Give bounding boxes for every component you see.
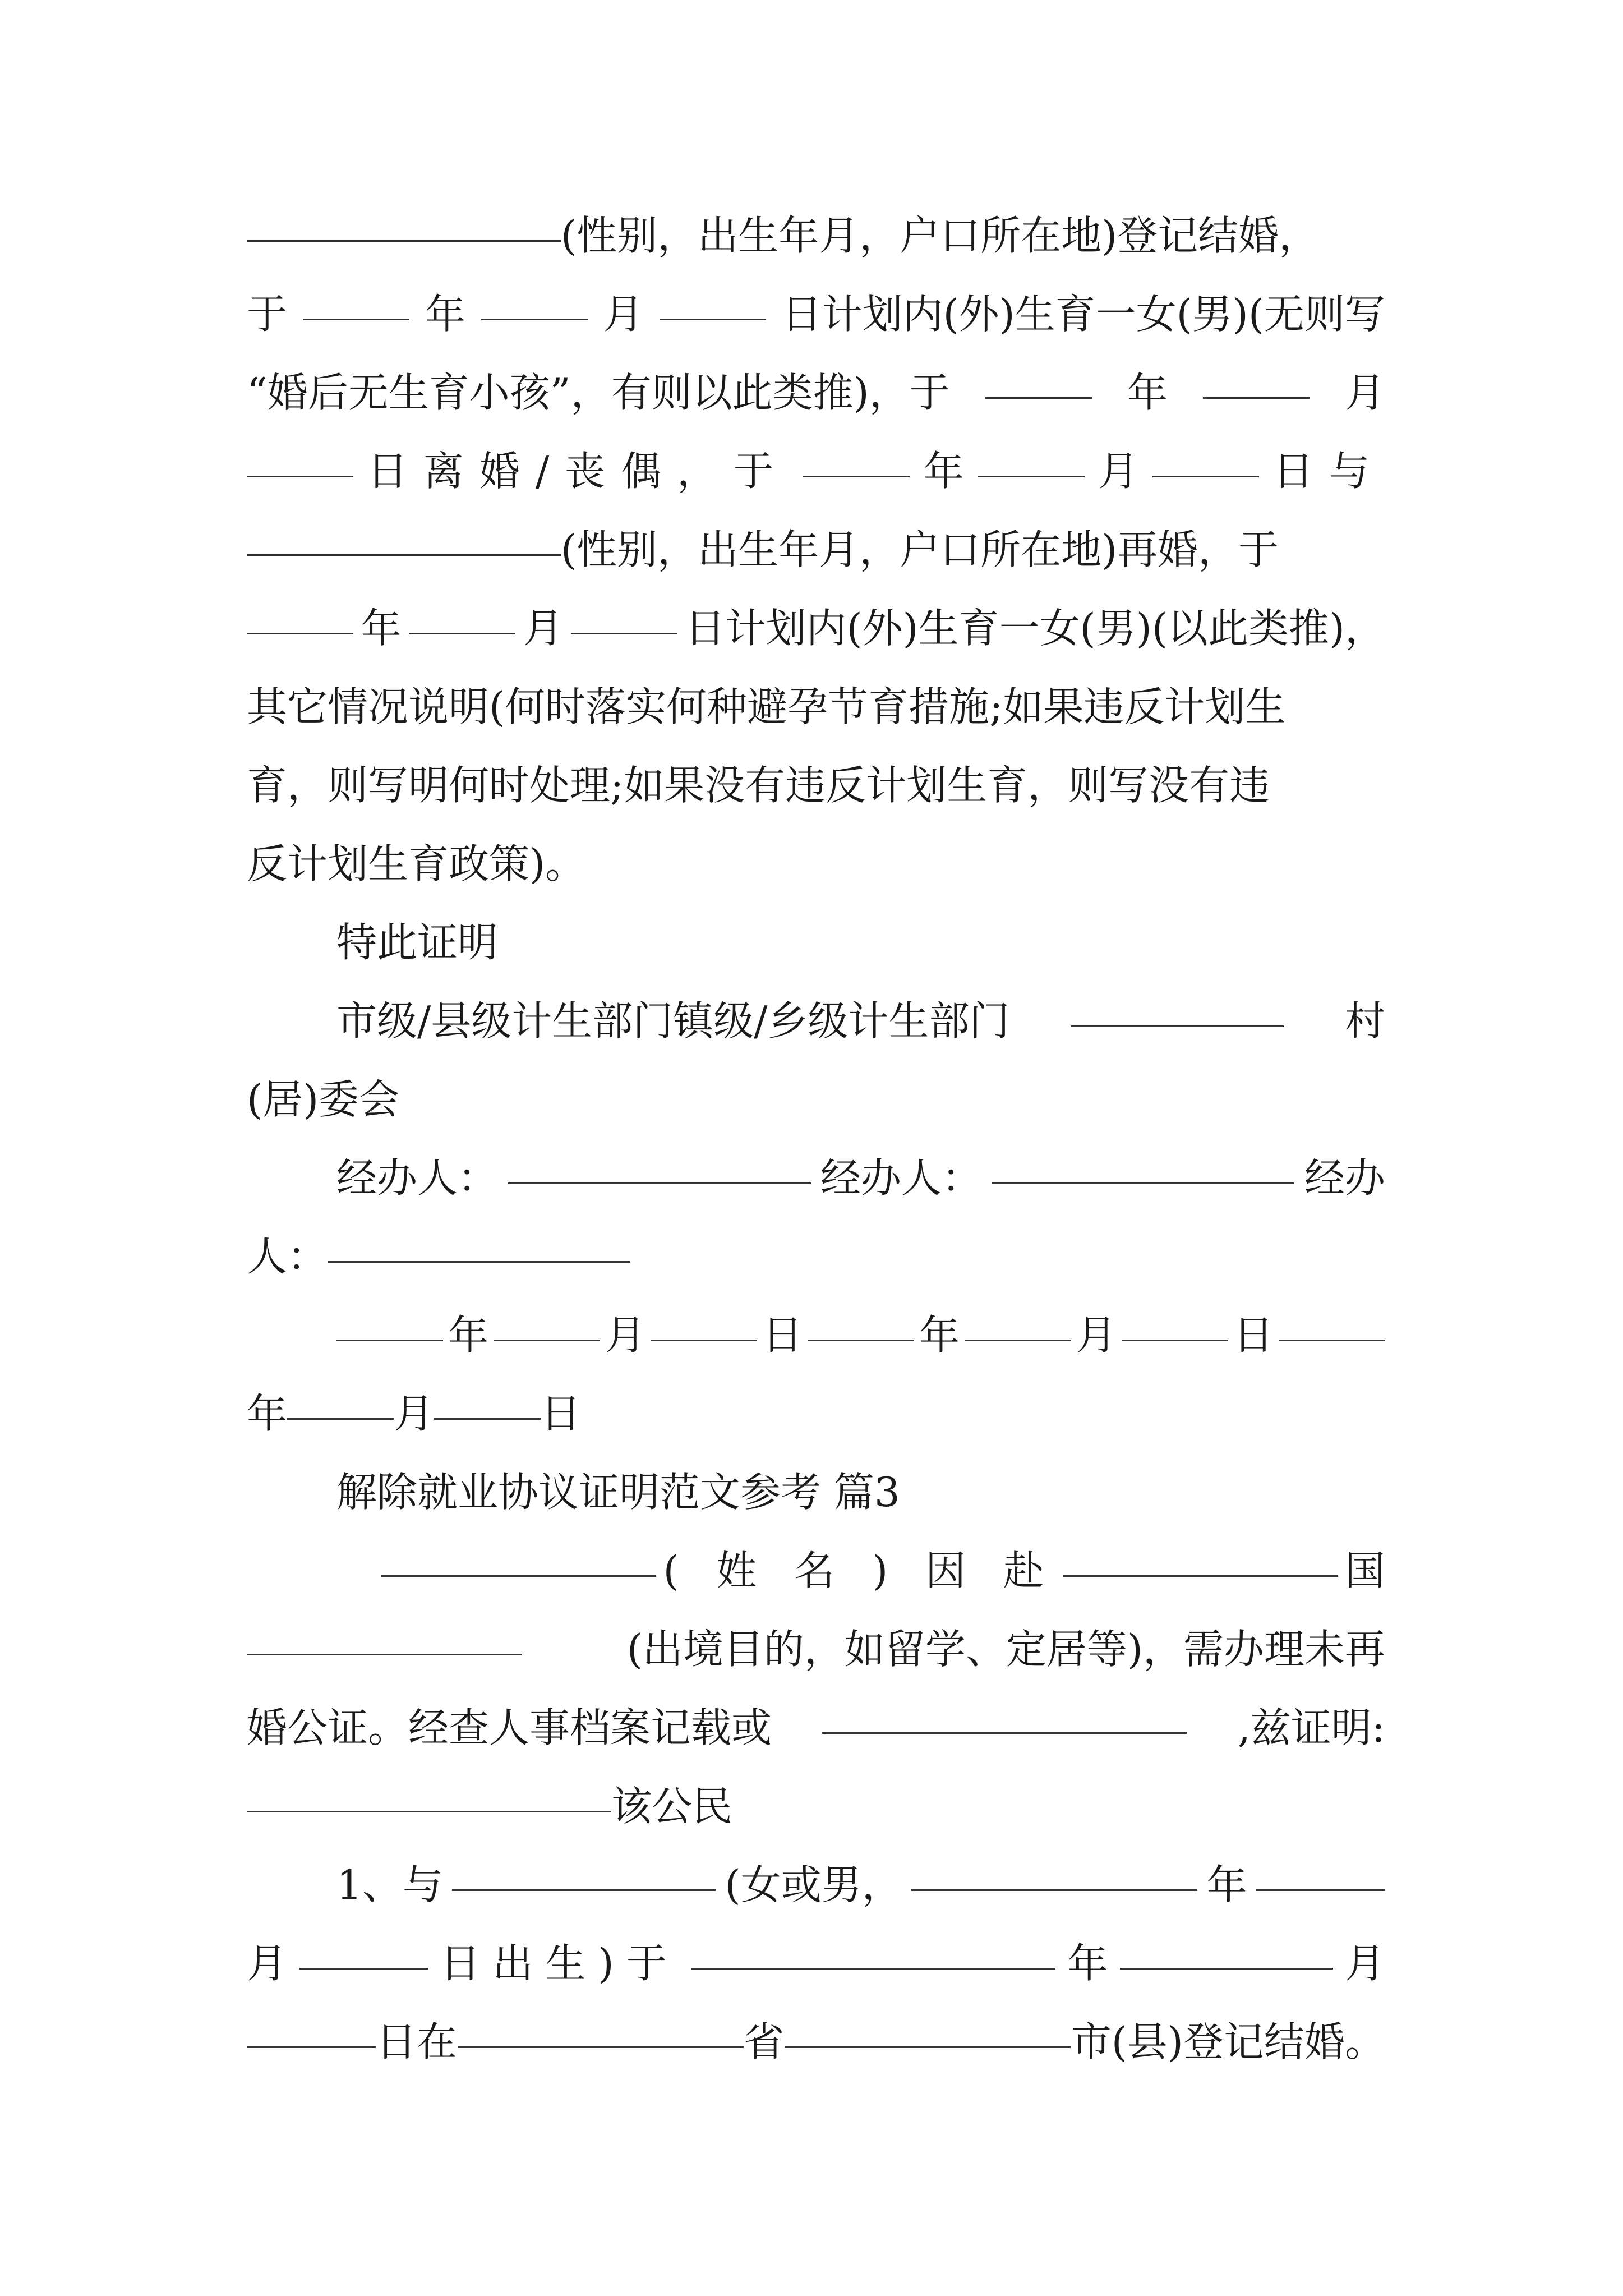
fill-blank [1071, 1025, 1284, 1027]
text-run: 其它情况说明(何时落实何种避孕节育措施;如果违反计划生 [247, 683, 1286, 730]
fill-blank [494, 1340, 600, 1341]
fill-blank [409, 633, 515, 634]
paragraph-line [247, 2005, 1385, 2078]
text-run: 年 [247, 1390, 288, 1437]
text-run: 国 [1344, 1547, 1385, 1594]
fill-blank [785, 2046, 1071, 2048]
fill-blank [247, 554, 561, 556]
paragraph-line [247, 1613, 1385, 1686]
paragraph-line [247, 513, 1385, 586]
paragraph-line [247, 278, 1385, 351]
fill-blank [1203, 397, 1310, 399]
paragraph-line [247, 1377, 1385, 1450]
fill-blank [328, 1261, 630, 1263]
fill-blank [508, 1182, 811, 1184]
text-run: 日计划内(外)生育一女(男)(无则写 [781, 291, 1385, 338]
fill-blank [247, 1811, 611, 1812]
text-run: 日 [1233, 1312, 1274, 1359]
fill-blank [822, 1732, 1187, 1734]
paragraph-line [247, 1770, 1385, 1843]
paragraph-line [336, 1848, 1385, 1921]
text-run: ( 姓 名 ) 因 赴 [663, 1547, 1057, 1594]
fill-blank [691, 1968, 1055, 1970]
text-run: 经办人： [336, 1154, 499, 1202]
text-run: 该公民 [611, 1783, 733, 1830]
text-run: ,兹证明: [1237, 1704, 1385, 1751]
paragraph-line [336, 984, 1385, 1057]
fill-blank [481, 319, 588, 320]
text-run: 月 [603, 291, 644, 338]
paragraph-line [247, 1063, 1385, 1136]
fill-blank [1063, 1575, 1338, 1577]
text-run: 经办人： [820, 1154, 982, 1202]
paragraph-line [247, 1927, 1385, 2000]
fill-blank [803, 476, 910, 477]
paragraph-line [247, 1220, 1385, 1293]
text-run: 月 [1344, 369, 1385, 416]
text-run: 反计划生育政策)。 [247, 840, 586, 887]
fill-blank [1279, 1340, 1385, 1341]
fill-blank [808, 1340, 914, 1341]
text-run: 省 [744, 2018, 785, 2065]
text-run: 解除就业协议证明范文参考 篇3 [336, 1469, 900, 1516]
fill-blank [452, 1889, 716, 1891]
text-run: 年 [1067, 1940, 1108, 1987]
fill-blank [651, 1340, 757, 1341]
text-run: (居)委会 [247, 1076, 400, 1123]
text-run: 年 [919, 1312, 960, 1359]
text-run: 1、与 [336, 1861, 443, 1908]
text-run: 月 [605, 1312, 645, 1359]
text-run: (性别，出生年月，户口所在地)登记结婚， [561, 212, 1320, 259]
fill-blank [247, 240, 561, 242]
text-run: 月 [523, 605, 564, 652]
fill-blank [247, 1654, 522, 1655]
fill-blank [660, 319, 766, 320]
paragraph-line [336, 1142, 1385, 1214]
text-run: 日出生)于 [440, 1940, 679, 1987]
text-run: 年 [1206, 1861, 1247, 1908]
paragraph-line [247, 670, 1385, 743]
fill-blank [247, 476, 353, 477]
fill-blank [985, 397, 1092, 399]
paragraph-line [336, 906, 1385, 979]
text-run: 育，则写明何时处理;如果没有违反计划生育，则写没有违 [247, 762, 1270, 809]
text-run: 市级/县级计生部门镇级/乡级计生部门 [336, 997, 1010, 1045]
fill-blank [978, 476, 1085, 477]
fill-blank [247, 2046, 376, 2048]
fill-blank [1122, 1340, 1228, 1341]
text-run: 日计划内(外)生育一女(男)(以此类推)， [685, 605, 1385, 652]
paragraph-line [381, 1534, 1385, 1607]
fill-blank [336, 1340, 443, 1341]
text-run: 月 [1076, 1312, 1117, 1359]
paragraph-line [247, 435, 1385, 508]
text-run: 村 [1344, 997, 1385, 1045]
text-run: 特此证明 [336, 919, 499, 966]
text-run: 月 [1098, 448, 1139, 495]
paragraph-line [247, 749, 1385, 822]
section-heading [336, 1456, 1385, 1529]
text-run: 日在 [376, 2018, 457, 2065]
text-run: 年 [448, 1312, 488, 1359]
fill-blank [911, 1889, 1197, 1891]
text-run: 日 [541, 1390, 582, 1437]
text-run: 经办 [1304, 1154, 1385, 1202]
text-run: 日与 [1272, 448, 1385, 495]
text-run: “婚后无生育小孩”，有则以此类推)，于 [247, 369, 950, 416]
text-run: 月 [394, 1390, 435, 1437]
text-run: 月 [1344, 1940, 1385, 1987]
paragraph-line [247, 356, 1385, 429]
fill-blank [571, 633, 677, 634]
text-run: 月 [247, 1940, 288, 1987]
fill-blank [1152, 476, 1259, 477]
fill-blank [965, 1340, 1071, 1341]
fill-blank [1120, 1968, 1333, 1970]
paragraph-line [247, 592, 1385, 665]
text-run: 年 [425, 291, 465, 338]
fill-blank [434, 1418, 541, 1420]
fill-blank [247, 633, 353, 634]
paragraph-line [247, 1691, 1385, 1764]
text-run: 日离婚/丧偶，于 [367, 448, 790, 495]
paragraph-line [247, 199, 1385, 272]
text-run: 年 [923, 448, 964, 495]
text-run: 年 [1127, 369, 1168, 416]
paragraph-line [247, 827, 1385, 900]
text-run: 日 [762, 1312, 803, 1359]
fill-blank [458, 2046, 744, 2048]
text-run: 年 [361, 605, 402, 652]
text-run: 婚公证。经查人事档案记载或 [247, 1704, 772, 1751]
fill-blank [381, 1575, 656, 1577]
fill-blank [1256, 1889, 1385, 1891]
paragraph-line [336, 1299, 1385, 1372]
text-run: 市(县)登记结婚。 [1071, 2018, 1385, 2065]
text-run: (出境目的，如留学、定居等)，需办理未再 [626, 1626, 1385, 1673]
fill-blank [992, 1182, 1294, 1184]
text-run: 于 [247, 291, 288, 338]
fill-blank [299, 1968, 428, 1970]
text-run: (性别，出生年月，户口所在地)再婚，于 [561, 526, 1279, 573]
fill-blank [287, 1418, 394, 1420]
fill-blank [303, 319, 409, 320]
text-run: 人： [247, 1233, 328, 1280]
text-run: (女或男， [725, 1861, 902, 1908]
